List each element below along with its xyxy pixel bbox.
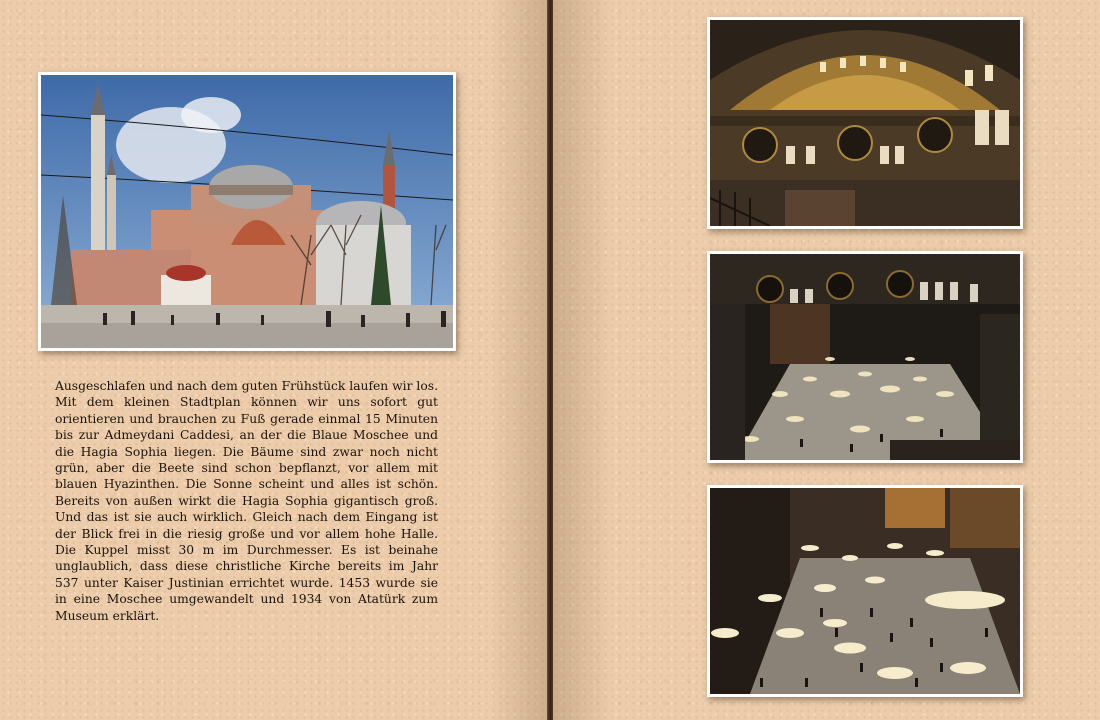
photo-interior-dome xyxy=(707,17,1023,229)
photo-hagia-sophia-exterior xyxy=(38,72,456,351)
right-page xyxy=(553,0,1100,720)
photo-interior-chandeliers xyxy=(707,485,1023,697)
photo-interior-hall xyxy=(707,251,1023,463)
left-page xyxy=(0,0,549,720)
story-text: Ausgeschlafen und nach dem guten Frühstück laufen wir los. Mit dem kleinen Stadtplan können wir uns sofort gut orientieren und brauchen zu Fuß gerade einmal 15 Minuten bis zur Admeydani Caddesi, an der die Blaue Moschee und die Hagia Sophia liegen. Die Bäume sind zwar noch nicht grün, aber die Beete sind schon bepflanzt, vor allem mit blauen Hyazinthen. Die Sonne scheint und alles ist schön. Bereits von außen wirkt die Hagia Sophia gigantisch groß. Und das ist sie auch wirklich. Gleich nach dem Eingang ist der Blick frei in die riesig große und vor allem hohe Halle. Die Kuppel misst 30 m im Durchmesser. Es ist beinahe unglaublich, dass diese christliche Kirche bereits im Jahr 537 unter Kaiser Justinian errichtet wurde. 1453 wurde sie in eine Moschee umgewandelt und 1934 von Atatürk zum Museum erklärt. xyxy=(55,379,438,623)
